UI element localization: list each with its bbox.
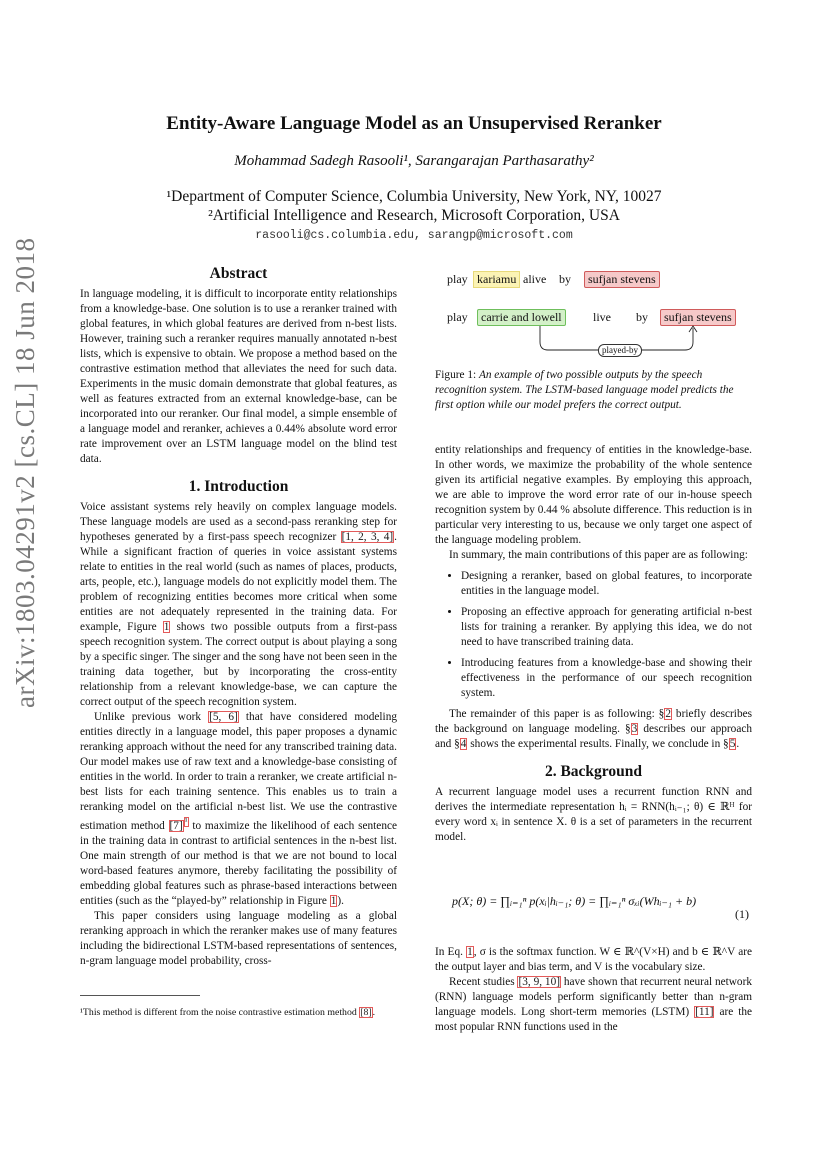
list-item: • Proposing an effective approach for generating artificial n-best lists for training a reranker. By applying this idea, we do not need to have transcribed training data.: [461, 605, 752, 650]
intro-paragraph-3: This paper considers using language modeling as a global reranking approach in which the reranker makes use of many features including the bidirectional LSTM-based representations of sentences, n-gram language model probability, cross-: [80, 909, 397, 967]
arxiv-stamp: arXiv:1803.04291v2 [cs.CL] 18 Jun 2018: [10, 237, 40, 708]
section-ref-link[interactable]: 4: [460, 738, 467, 750]
affiliation-1: ¹Department of Computer Science, Columbia University, New York, NY, 10027: [166, 188, 662, 205]
introduction-heading: 1. Introduction: [188, 478, 289, 495]
fig-entity-artist: sufjan stevens: [584, 271, 660, 288]
equation-1: p(X; θ) = ∏ᵢ₌₁ⁿ p(xᵢ|hᵢ₋₁; θ) = ∏ᵢ₌₁ⁿ σₓᵢ(Whᵢ₋₁ + b): [452, 894, 697, 908]
right-column: [435, 443, 752, 845]
right-column-bottom: [435, 945, 752, 1035]
background-paragraph-3: Recent studies [3, 9, 10] have shown that recurrent neural network (RNN) language models perform significantly better than n-gram language models. Long short-term memories (LSTM) [11] are the most popular RNN functions used in the: [435, 976, 752, 1033]
footnote-ref-link[interactable]: ¹: [184, 817, 188, 827]
section-ref-link[interactable]: 2: [665, 708, 671, 720]
footnote: ¹This method is different from the noise contrastive estimation method [8].: [80, 1007, 376, 1018]
fig-entity-artist: sufjan stevens: [660, 309, 736, 326]
left-column: [80, 266, 397, 969]
equation-ref-link[interactable]: 1: [467, 946, 473, 958]
section-ref-link[interactable]: 5: [729, 738, 736, 750]
relation-label: played-by: [598, 344, 642, 357]
equation-number: (1): [735, 907, 749, 921]
intro-paragraph-2: Unlike previous work [5, 6] that have considered modeling entities directly in a language model, this paper proposes a dynamic reranking approach without the need for any transcribed training data. Our model makes use of raw text and a knowledge-base consisting of entities in the world. In order to train a reranker, we create artificial n-best lists for each training sentence. This enables us to train a reranking model on the artificial n-best list. We use the contrastive estimation method [7] $^{^1}$ to maximize the likelihood of each sentence in the training data in contrast to artificial sentences in the n-best list. One main strength of our method is that we are not bound to local word-based features anymore, thereby facilitating the possibility of embedding global features such as phrase-based interactions between entities (such as the “played-by” relationship in Figure 1).: [80, 711, 397, 907]
fig-entity-kariamu: kariamu: [473, 271, 520, 288]
footnote-rule: [80, 995, 200, 996]
background-paragraph-2: In Eq. 1, σ is the softmax function. W ∈ ℝ^(V×H) and b ∈ ℝ^V are the output layer and bias term, and V is the vocabulary size.: [435, 946, 752, 973]
background-heading: 2. Background: [544, 763, 643, 780]
author-emails: rasooli@cs.columbia.edu, sarangp@microsoft.com: [255, 229, 573, 242]
citation-link[interactable]: [8]: [360, 1007, 372, 1018]
right-paragraph-3: The remainder of this paper is as following: §2 briefly describes the background on language modeling. §3 describes our approach and §4 shows the experimental results. Finally, we conclude in §5.: [435, 708, 753, 750]
right-paragraph-2: In summary, the main contributions of this paper are as following:: [449, 549, 748, 561]
citation-link[interactable]: [1, 2, 3, 4]: [341, 531, 394, 543]
figure-ref-link[interactable]: 1: [330, 894, 337, 907]
list-item: • Designing a reranker, based on global features, to incorporate entities in the language model.: [461, 569, 752, 599]
fig-entity-song: carrie and lowell: [477, 309, 566, 326]
background-paragraph-1: A recurrent language model uses a recurrent function RNN and derives the intermediate representation hᵢ = RNN(hᵢ₋₁; θ) ∈ ℝᴴ for every word xᵢ in sentence X. θ is a set of parameters in the recurrent model.: [435, 786, 752, 843]
fig-token: by: [636, 310, 648, 324]
contributions-list: [435, 569, 752, 701]
fig-token: play: [447, 310, 468, 324]
citation-link[interactable]: [11]: [695, 1006, 714, 1018]
list-item: • Introducing features from a knowledge-base and showing their effectiveness in the performance of our speech recognition system.: [461, 656, 752, 701]
intro-paragraph-1: Voice assistant systems rely heavily on complex language models. These language models are used as a second-pass reranking step for hypotheses generated by a first-pass speech recognizer [1, 2, 3, 4]. While a significant fraction of queries in voice assistant systems relate to entities in the real world (such as names of places, products, arts, people, etc.), language models do not explicitly model them. The problem of recognizing entities becomes more critical when some entities are not adequately represented in the training data. For example, Figure 1 shows two possible outputs from a first-pass speech recognition system. The correct output is about playing a song by a specific singer. The singer and the song have not been seen in the training data together, but by incorporating the cross-entity relationship from a relevant knowledge-base, we can capture the correct output of the speech recognition system.: [80, 501, 397, 708]
figure-caption: Figure 1: An example of two possible outputs by the speech recognition system. The LSTM-based language model predicts the first option while our model prefers the correct output.: [435, 369, 734, 411]
figure-1: [435, 266, 765, 361]
citation-link[interactable]: [7]: [169, 819, 183, 832]
fig-token: by: [559, 272, 571, 286]
citation-link[interactable]: [3, 9, 10]: [518, 976, 560, 988]
fig-token: play: [447, 272, 468, 286]
citation-link[interactable]: [5, 6]: [209, 711, 238, 723]
fig-token: alive: [523, 272, 547, 286]
abstract-text: In language modeling, it is difficult to incorporate entity relationships from a knowledge-base. One solution is to use a reranker trained with global features, in which global features are derived from n-best lists. However, training such a reranker requires manually annotated n-best lists, which is expensive to obtain. We propose a method based on the contrastive estimation method that alleviates the need for such data. Experiments in the music domain demonstrate that global features, as well as features extracted from an external knowledge-base, can be incorporated into our reranker. Our final model, a simple ensemble of a language model and reranker, achieves a 0.44% absolute word error rate improvement over an LSTM language model on the blind test data.: [80, 288, 397, 465]
affiliation-2: ²Artificial Intelligence and Research, Microsoft Corporation, USA: [208, 207, 620, 224]
fig-token: live: [593, 310, 611, 324]
section-ref-link[interactable]: 3: [631, 723, 638, 735]
figure-ref-link[interactable]: 1: [163, 621, 170, 633]
authors: Mohammad Sadegh Rasooli¹, Sarangarajan Parthasarathy²: [234, 153, 594, 169]
right-paragraph-1: entity relationships and frequency of entities in the knowledge-base. In other words, we maximize the probability of the whole sentence given its artificial negative examples. By employing this approach, we are able to improve the word error rate of our in-house speech recognition system by 0.44 % absolute difference. This reduction is in particular very interesting to us, because we only target one aspect of the language modeling problem.: [435, 444, 752, 546]
paper-title: Entity-Aware Language Model as an Unsupervised Reranker: [166, 113, 662, 134]
abstract-heading: Abstract: [209, 265, 268, 282]
